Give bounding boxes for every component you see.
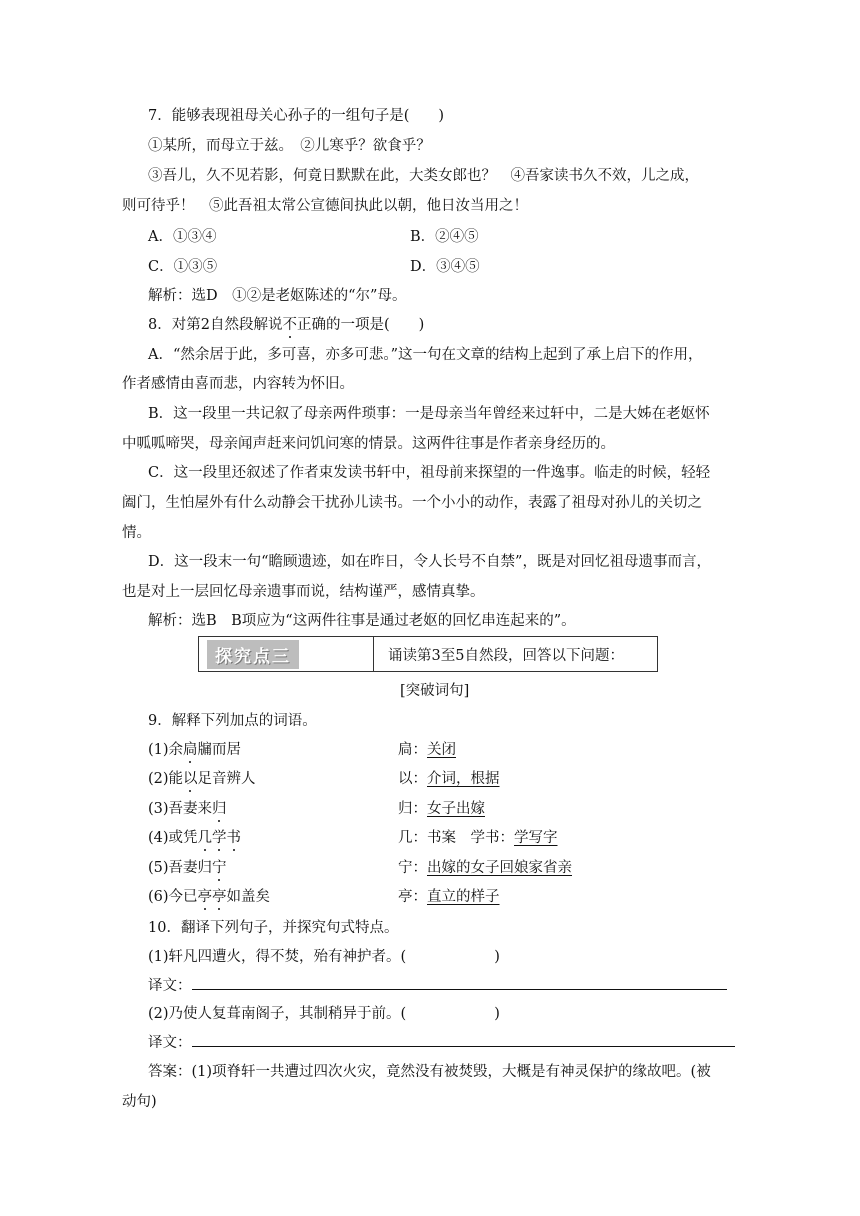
q9-item-phrase xyxy=(148,826,241,847)
q9-item-number: (5) xyxy=(148,859,169,876)
translation-label-1: 译文： xyxy=(148,978,192,994)
q10-answer-line2: 动句) xyxy=(122,1094,157,1110)
q9-item-pre: 或凭 xyxy=(168,830,198,847)
translation-blank-2[interactable] xyxy=(192,1034,735,1047)
q7-line2: ①某所，而母立于兹。 ②儿寒乎？欲食乎？ xyxy=(148,138,431,154)
q10-sentence2-text: (2)乃使人复葺南阁子，其制稍异于前。( xyxy=(148,1006,407,1022)
q8-b-line2: 中呱呱啼哭，母亲闻声赶来问饥问寒的情景。这两件往事是作者亲身经历的。 xyxy=(122,436,615,452)
q8-analysis: 解析：选B B项应为“这两件往事是通过老妪的回忆串连起来的”。 xyxy=(148,613,576,629)
q9-item-post: 如盖矣 xyxy=(226,889,271,905)
q9-item-gloss xyxy=(398,826,558,847)
q9-item-gloss xyxy=(398,856,572,877)
q9-item-number: (3) xyxy=(148,800,169,817)
q9-item-number: (2) xyxy=(148,771,169,788)
q8-stem-post: 正确的一项是( ) xyxy=(296,317,425,333)
q10-translation1 xyxy=(148,974,727,995)
q9-item-dotted-word: 亭亭 xyxy=(197,889,227,905)
q7-option-d: D．③④⑤ xyxy=(410,259,480,275)
section-header-box xyxy=(198,636,658,672)
q9-item-dotted-word: 以 xyxy=(183,771,198,788)
q9-item-pre: 吾妻归 xyxy=(168,859,213,876)
q9-item-gloss xyxy=(398,767,500,788)
q9-item-post: 足音辨人 xyxy=(197,771,256,788)
q9-gloss-answer: 学写字 xyxy=(514,830,558,847)
q9-item-gloss xyxy=(398,738,456,759)
q9-item-dotted-word: 几学书 xyxy=(197,830,242,847)
q9-gloss-answer: 直立的样子 xyxy=(427,889,500,905)
q9-item-phrase xyxy=(148,856,227,877)
q10-sentence1-close: ) xyxy=(494,949,500,965)
q8-stem-dotted: 不 xyxy=(282,317,297,333)
q9-item-pre: 余 xyxy=(168,742,184,758)
q9-item-dotted-word: 宁 xyxy=(212,859,227,876)
q8-c-line2: 阖门，生怕屋外有什么动静会干扰孙儿读书。一个小小的动作，表露了祖母对孙儿的关切之 xyxy=(122,495,702,511)
q8-stem-pre: 8．对第2自然段解说 xyxy=(148,317,283,333)
q7-line4: 则可待乎！ ⑤此吾祖太常公宣德间执此以朝，他日汝当用之！ xyxy=(122,198,528,214)
q10-sentence2-close: ) xyxy=(494,1006,500,1022)
q9-gloss-answer: 关闭 xyxy=(427,742,456,758)
q9-gloss-label: 以： xyxy=(398,771,427,788)
q9-item-number: (4) xyxy=(148,830,169,847)
q9-gloss-label: 宁： xyxy=(398,859,427,876)
section-badge: 探究点三 xyxy=(207,640,299,669)
q9-item-gloss xyxy=(398,797,485,818)
q8-c-line3: 情。 xyxy=(122,525,151,541)
q9-item-number: (6) xyxy=(148,889,169,905)
section-subtitle: [突破词句] xyxy=(400,683,470,699)
q9-gloss-label: 亭： xyxy=(398,889,427,905)
q9-item-post: 牖而居 xyxy=(197,742,242,758)
q8-a-line1: A．“然余居于此，多可喜，亦多可悲。”这一句在文章的结构上起到了承上启下的作用， xyxy=(148,347,703,363)
q10-translation2 xyxy=(148,1031,735,1052)
q9-item-phrase xyxy=(148,767,256,788)
q9-gloss-answer: 出嫁的女子回娘家省亲 xyxy=(427,859,572,876)
q8-a-line2: 作者感情由喜而悲，内容转为怀旧。 xyxy=(122,376,354,392)
section-label-cell xyxy=(199,637,374,671)
q9-item-pre: 能 xyxy=(168,771,184,788)
q8-stem xyxy=(148,313,424,334)
translation-label-2: 译文： xyxy=(148,1035,192,1051)
q7-option-b: B．②④⑤ xyxy=(410,229,479,245)
q9-item-pre: 吾妻来 xyxy=(168,800,213,817)
translation-blank-1[interactable] xyxy=(192,977,727,990)
section-instruction: 诵读第3至5自然段，回答以下问题： xyxy=(388,647,624,664)
q9-gloss-label: 几：书案 学书： xyxy=(398,830,514,847)
q8-d-line2: 也是对上一层回忆母亲遗事而说，结构谨严，感情真挚。 xyxy=(122,584,485,600)
q10-sentence2 xyxy=(148,1002,500,1023)
q9-item-phrase xyxy=(148,885,270,906)
q8-b-line1: B．这一段里一共记叙了母亲两件琐事：一是母亲当年曾经来过轩中，二是大姊在老妪怀 xyxy=(148,406,710,422)
q7-line3: ③吾儿，久不见若影，何竟日默默在此，大类女郎也？ ④吾家读书久不效，儿之成， xyxy=(148,168,699,184)
q9-stem: 9．解释下列加点的词语。 xyxy=(148,713,317,729)
q9-item-phrase xyxy=(148,738,241,759)
q7-option-c: C．①③⑤ xyxy=(148,259,218,275)
q7-option-a: A．①③④ xyxy=(148,229,217,245)
q7-analysis: 解析：选D ①②是老妪陈述的“尔”母。 xyxy=(148,288,407,304)
q9-gloss-label: 归： xyxy=(398,800,427,817)
q9-gloss-answer: 女子出嫁 xyxy=(427,800,485,817)
q9-gloss-label: 扃： xyxy=(398,742,427,758)
q7-stem: 7．能够表现祖母关心孙子的一组句子是( ) xyxy=(148,108,445,124)
q9-item-number: (1) xyxy=(148,742,169,758)
q9-item-dotted-word: 扃 xyxy=(183,742,198,758)
q9-item-pre: 今已 xyxy=(168,889,198,905)
q9-item-gloss xyxy=(398,885,500,906)
q10-sentence1 xyxy=(148,945,500,966)
q9-item-phrase xyxy=(148,797,227,818)
q8-d-line1: D．这一段末一句“瞻顾遗迹，如在昨日，令人长号不自禁”，既是对回忆祖母遗事而言， xyxy=(148,554,711,570)
q9-item-dotted-word: 归 xyxy=(212,800,227,817)
q10-stem: 10．翻译下列句子，并探究句式特点。 xyxy=(148,920,399,936)
q9-gloss-answer: 介词，根据 xyxy=(427,771,500,788)
q10-answer-line1: 答案：(1)项脊轩一共遭过四次火灾，竟然没有被焚毁，大概是有神灵保护的缘故吧。(被 xyxy=(148,1064,711,1080)
q8-c-line1: C．这一段里还叙述了作者束发读书轩中，祖母前来探望的一件逸事。临走的时候，轻轻 xyxy=(148,465,711,481)
q10-sentence1-text: (1)轩凡四遭火，得不焚，殆有神护者。( xyxy=(148,949,407,965)
